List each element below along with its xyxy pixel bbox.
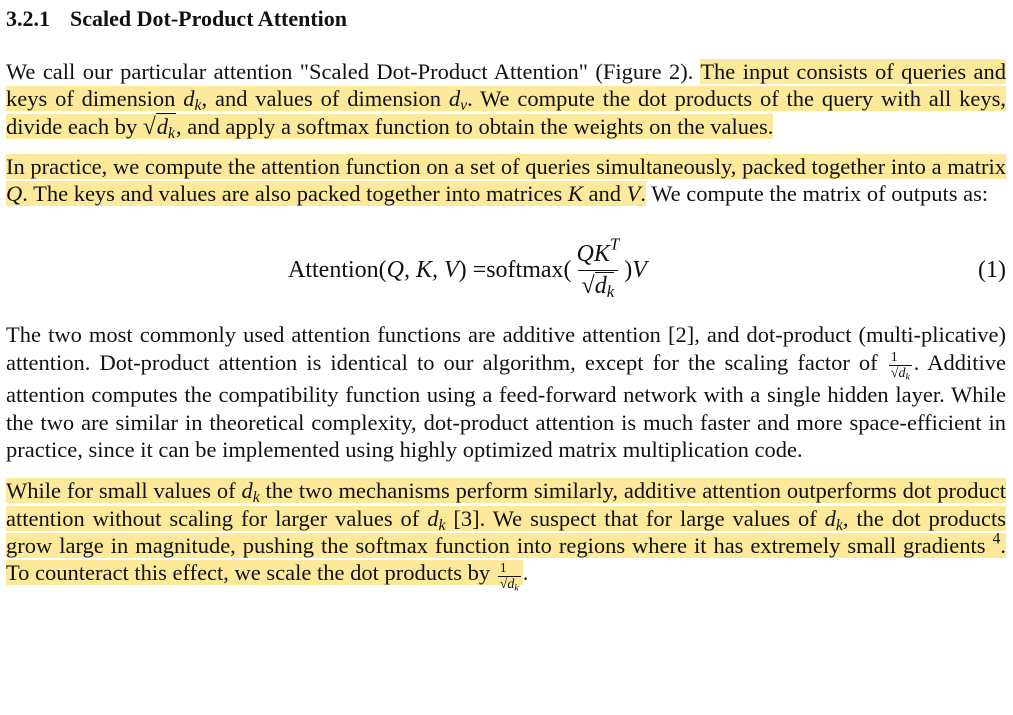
eq-args: Q, K, V [386,256,459,283]
paragraph-comparison [6,321,1006,463]
math-sqrt-d-k: $√d_k$ [142,113,176,142]
math-d-k: $d_k$ [824,505,843,534]
p1-plain-text: We call our particular attention "Scaled Dot-Product Attention" (Figure 2). [6,59,701,84]
p1-highlight-text-c: . We compute the dot products of the query with all keys, divide each by [6,86,1006,139]
math-Q: Q [6,181,23,207]
section-number: 3.2.1 [6,6,50,31]
eq-denominator: $√d_k$ [578,270,619,300]
p4-period: . [522,560,529,586]
paragraph-scaling [6,477,1006,592]
eq-close-paren: ) [624,256,633,283]
math-d-k: $d_k$ [183,86,202,115]
eq-numerator: $QK^T$ [576,234,620,267]
math-d-v: $d_v$ [448,86,468,115]
p4-highlight [6,478,1006,594]
eq-equals: ) = [458,256,487,283]
section-heading [6,4,1006,34]
eq-V: V [632,256,647,283]
p4-text-e: . To counteract this effect, we scale the dot products by [6,532,1006,586]
p4-text-d: , the dot products grow large in magnitude, pushing the softmax function into regions where it has extremely small gradients [6,505,1006,558]
paragraph-matrix [6,153,1006,208]
p1-highlight-text-d: , and apply a softmax function to obtain the weights on the values. [176,113,774,139]
p2-highlight-text-b: . The keys and values are also packed together into matrices [22,181,568,207]
math-d-k: $d_k$ [427,505,446,534]
p3-text-a: The two most commonly used attention functions are additive attention [2], and dot-product (multi-plicative) attention. Dot-product attention is identical to our algorithm, except for the scaling factor of [6,322,1006,375]
section-title: Scaled Dot-Product Attention [70,6,348,31]
p2-period: . [640,181,647,207]
p1-highlight-text-a: The input consists of queries and keys of dimension [6,59,1006,112]
p2-and: and [582,181,627,207]
eq-attention-fn: Attention( [288,256,387,283]
paper-page [6,0,1006,592]
math-d-k: $d_k$ [241,478,260,507]
inline-fraction-scaling: $\frac{1}{√d_k}$ [890,350,910,383]
p4-text-c: [3]. We suspect that for large values of [445,505,825,531]
inline-fraction-scaling: $\frac{1}{√d_k}$ [499,560,519,594]
eq-softmax: softmax( [486,256,572,283]
p2-plain-text: We compute the matrix of outputs as: [646,181,989,207]
p4-text-b: the two mechanisms perform similarly, additive attention outperforms dot product attention without scaling for larger values of [6,478,1006,531]
p3-text-b: . Additive attention computes the compatibility function using a feed-forward network with a single hidden layer. While the two are similar in theoretical complexity, dot-product attention is much faster and more space-efficient in practice, since it can be implemented using highly optimized matrix multiplication code. [6,349,1007,463]
attention-equation [6,229,1006,311]
p2-highlight-text-a: In practice, we compute the attention function on a set of queries simultaneously, packed together into a matrix [6,153,1006,179]
p1-highlight-text-b: , and values of dimension [201,86,449,112]
equation-body [288,229,647,311]
math-K: K [567,181,583,207]
paragraph-intro [6,58,1006,141]
p4-text-a: While for small values of [6,478,242,504]
math-V: V [626,181,641,207]
equation-number: (1) [978,256,1006,283]
eq-fraction [573,234,624,302]
footnote-marker[interactable]: 4 [992,530,1001,548]
